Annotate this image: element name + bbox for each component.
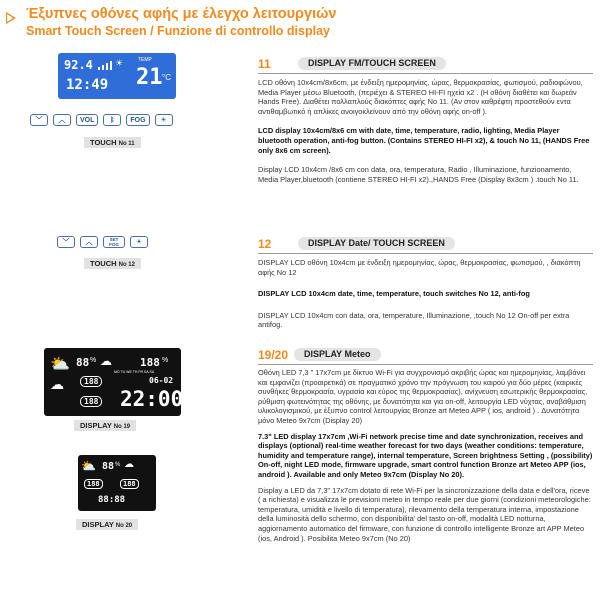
- touch12-caption-no: No 12: [118, 262, 135, 268]
- chevron-up-button[interactable]: [80, 236, 98, 248]
- bluetooth-icon: ᛒ: [110, 116, 115, 124]
- weather-sun-cloud-icon: ⛅: [50, 356, 70, 373]
- lcd19-right-pct: %: [162, 357, 169, 364]
- display20-caption-no: No 20: [115, 523, 133, 529]
- section-19-italian: Display a LED da 7,3" 17x7cm dotato di rete Wi-Fi per la sincronizzazione della data e dell'ora, riceve ( a richiesta) e visualizza le previsioni meteo in tempo reale per due giorni (condizioni meteorologiche: temperatura, umidità e livello di temperatura), rilevamento della temperatura interna, impostazione della luminosità dello schermo, con disponibilita' del tasto on-off, modalità LED notturna, aggiornamento automatico del firmware, con funzione di controllo intelligente Bronze art APP Meteo (ios, Android ). Posibilita Meteo 9x7cm (No 20): [258, 485, 591, 543]
- lcd19-left-pct: %: [90, 357, 97, 364]
- touch12-caption: [84, 258, 141, 269]
- lcd11-freq: 92.4: [64, 58, 93, 72]
- lcd20-top-pct: %: [115, 462, 121, 468]
- play-triangle-inner: [7, 14, 13, 22]
- bluetooth-button[interactable]: [103, 114, 121, 126]
- lcd19-left-num: 88: [76, 356, 90, 369]
- display19-caption-text: DISPLAY: [80, 421, 112, 430]
- lcd-display-19: [44, 348, 184, 416]
- lcd19-time: 22:00: [120, 387, 184, 411]
- set-fog-button[interactable]: SET FOG: [103, 236, 125, 248]
- lcd20-left-small: 188: [84, 479, 103, 489]
- vol-button[interactable]: VOL: [76, 114, 98, 126]
- lcd11-unit: °C: [162, 73, 171, 82]
- section-11: [258, 57, 593, 184]
- section-12-label: DISPLAY Date/ TOUCH SCREEN: [298, 237, 455, 250]
- light-button[interactable]: [130, 236, 148, 248]
- section-12-english: DISPLAY LCD 10x4cm date, time, temperature, touch switches No 12, anti-fog: [258, 289, 530, 299]
- light-button[interactable]: [155, 114, 173, 126]
- page-title: Έξυπνες οθόνες αφής με έλεγχο λειτουργιών: [26, 6, 337, 22]
- section-11-italian: Display LCD 10x4cm /8x6 cm con data, ora, temperatura, Radio , Illuminazione, funzionamento, Media Player,bluetooth (contiene STEREO HI-FI x2).,HANDS Free (Display 8x3cm ) .touch No 11.: [258, 165, 579, 184]
- chevron-down-button[interactable]: [30, 114, 48, 126]
- lcd11-light-icon: ☀: [115, 58, 124, 68]
- chevron-up-icon: ︿: [58, 117, 66, 124]
- section-12-number: 12: [258, 237, 272, 251]
- display20-caption: [76, 519, 138, 530]
- touch11-caption: [84, 137, 141, 148]
- light-icon: ☀: [135, 239, 143, 246]
- chevron-up-icon: ︿: [85, 239, 93, 246]
- light-icon: ☀: [160, 117, 167, 124]
- lcd11-temp: 21: [136, 65, 163, 90]
- display20-caption-text: DISPLAY: [82, 520, 114, 529]
- touch11-caption-no: No 11: [118, 141, 135, 147]
- touch11-button-row: [30, 114, 173, 126]
- touch11-caption-text: TOUCH: [90, 138, 117, 147]
- lcd11-time: 12:49: [66, 77, 109, 93]
- section-19-greek: Οθόνη LED 7,3 " 17x7cm με δίκτυο Wi-Fi για συγχρονισμό ακριβής ώρας και ημερομηνίας, λαμβάνει και εμφανίζει (προαιρετικά) σε πραγματικό χρόνο την πρόγνωση του καιρού για δύο μέρες (καιρικές συνθήκες θερμοκρασία, υγρασία και εύρος της θερμοκρασίας), ανίχνευση εσωτερικής θερμοκρασίας, ρύθμιση φωτεινότητας της οθόνης, με δυνατότητα και για on-off, λειτουργία LED νύχτας, αναβάθμιση υλικολογισμικού, με έξυπνο control λειτουργίας Bronze art Meteo APP ( ios, android ) . Δυνατότητα μόνο Meteo 9x7cm (Display 20): [258, 368, 588, 425]
- section-12: [258, 237, 593, 330]
- lcd19-weekdays: MO TU WE TH FR SA SU: [114, 370, 155, 374]
- section-11-label: DISPLAY FM/TOUCH SCREEN: [298, 57, 446, 70]
- lcd19-date: 06-02: [149, 376, 174, 385]
- signal-bars-icon: [98, 61, 112, 70]
- lcd-display-20: [78, 455, 156, 511]
- lcd20-cloud-icon: ☁: [124, 459, 134, 470]
- section-11-number: 11: [258, 57, 271, 71]
- lcd19-small2: 188: [80, 396, 102, 407]
- lcd20-top-num: 88: [102, 461, 115, 472]
- section-19-20: [258, 348, 593, 543]
- chevron-down-button[interactable]: [57, 236, 75, 248]
- section-12-italian: DISPLAY LCD 10x4cm con data, ora, temperature, Illuminazione, ,touch No 12 On-off per extra antifog.: [258, 310, 570, 330]
- lcd19-small1: 188: [80, 376, 102, 387]
- chevron-up-button[interactable]: [53, 114, 71, 126]
- lcd11-temp-label: TEMP: [138, 57, 152, 63]
- weather-cloud-icon: ☁: [100, 354, 112, 368]
- display19-caption: [74, 420, 136, 431]
- section-12-header: [258, 237, 593, 254]
- section-19-header: [258, 348, 593, 365]
- weather-cloud-left-icon: ☁: [50, 376, 64, 392]
- section-19-english: 7.3" LED display 17x7cm ,Wi-Fi network precise time and date synchronization, receives and displays (optional) real-time weather forecast for two days (weather conditions: temperature, humidity and temperature range), internal temperature, Screen brightness Setting , (possibility) On-off, night LED mode, firmware upgrade, smart control function Bronze art Meteo APP (ios, android ). Available and only Meteo 9x7cm (Display No 20).: [258, 431, 593, 479]
- section-19-label: DISPLAY Meteo: [294, 348, 381, 361]
- display19-caption-no: No 19: [113, 424, 131, 430]
- chevron-down-icon: ﹀: [62, 239, 70, 246]
- section-11-greek: LCD οθόνη 10x4cm/8x6cm, με ένδειξη ημερομηνίας, ώρας, θερμοκρασίας, φωτισμού, ραδιοφώνου, Media Player μέσω Bluetooth, (περιέχει & STEREO HI-FI ηχεία x2 . (Η οθόνη διαθέτει και δωρεάν Hands Free). Διαθέτει πολλαπλούς διακόπτες αφής No 11. (Αν στον καθρέφτη προστεθούν εντα αντιθαμβωτικό ή απλίκες ανοιγοκλείνουν από την οθόνη αφής on-off ).: [258, 78, 583, 116]
- lcd20-right-small: 188: [120, 479, 139, 489]
- lcd-display-11: [58, 53, 176, 99]
- section-11-header: [258, 57, 593, 74]
- touch12-caption-text: TOUCH: [90, 259, 117, 268]
- touch12-button-row: [57, 236, 148, 248]
- lcd20-sun-cloud-icon: ⛅: [81, 459, 96, 473]
- section-11-english: LCD display 10x4cm/8x6 cm with date, time, temperature, radio, lighting, Media Player bluetooth operation, anti-fog button. (Contains STEREO HI-FI x2), & touch No 11, (HANDS Free only 8x6 cm screen).: [258, 126, 590, 155]
- lcd19-right-num: 188: [140, 356, 160, 369]
- lcd20-bottom: 88:88: [98, 495, 126, 505]
- fog-button[interactable]: FOG: [126, 114, 149, 126]
- section-19-number: 19/20: [258, 348, 289, 362]
- section-12-greek: DISPLAY LCD οθόνη 10x4cm με ένδειξη ημερομηνίας, ώρας, θερμοκρασίας, φωτισμού, , διακόπτη αφής No 12: [258, 258, 581, 277]
- page-subtitle: Smart Touch Screen / Funzione di controllo display: [26, 24, 330, 38]
- chevron-down-icon: ﹀: [35, 117, 43, 124]
